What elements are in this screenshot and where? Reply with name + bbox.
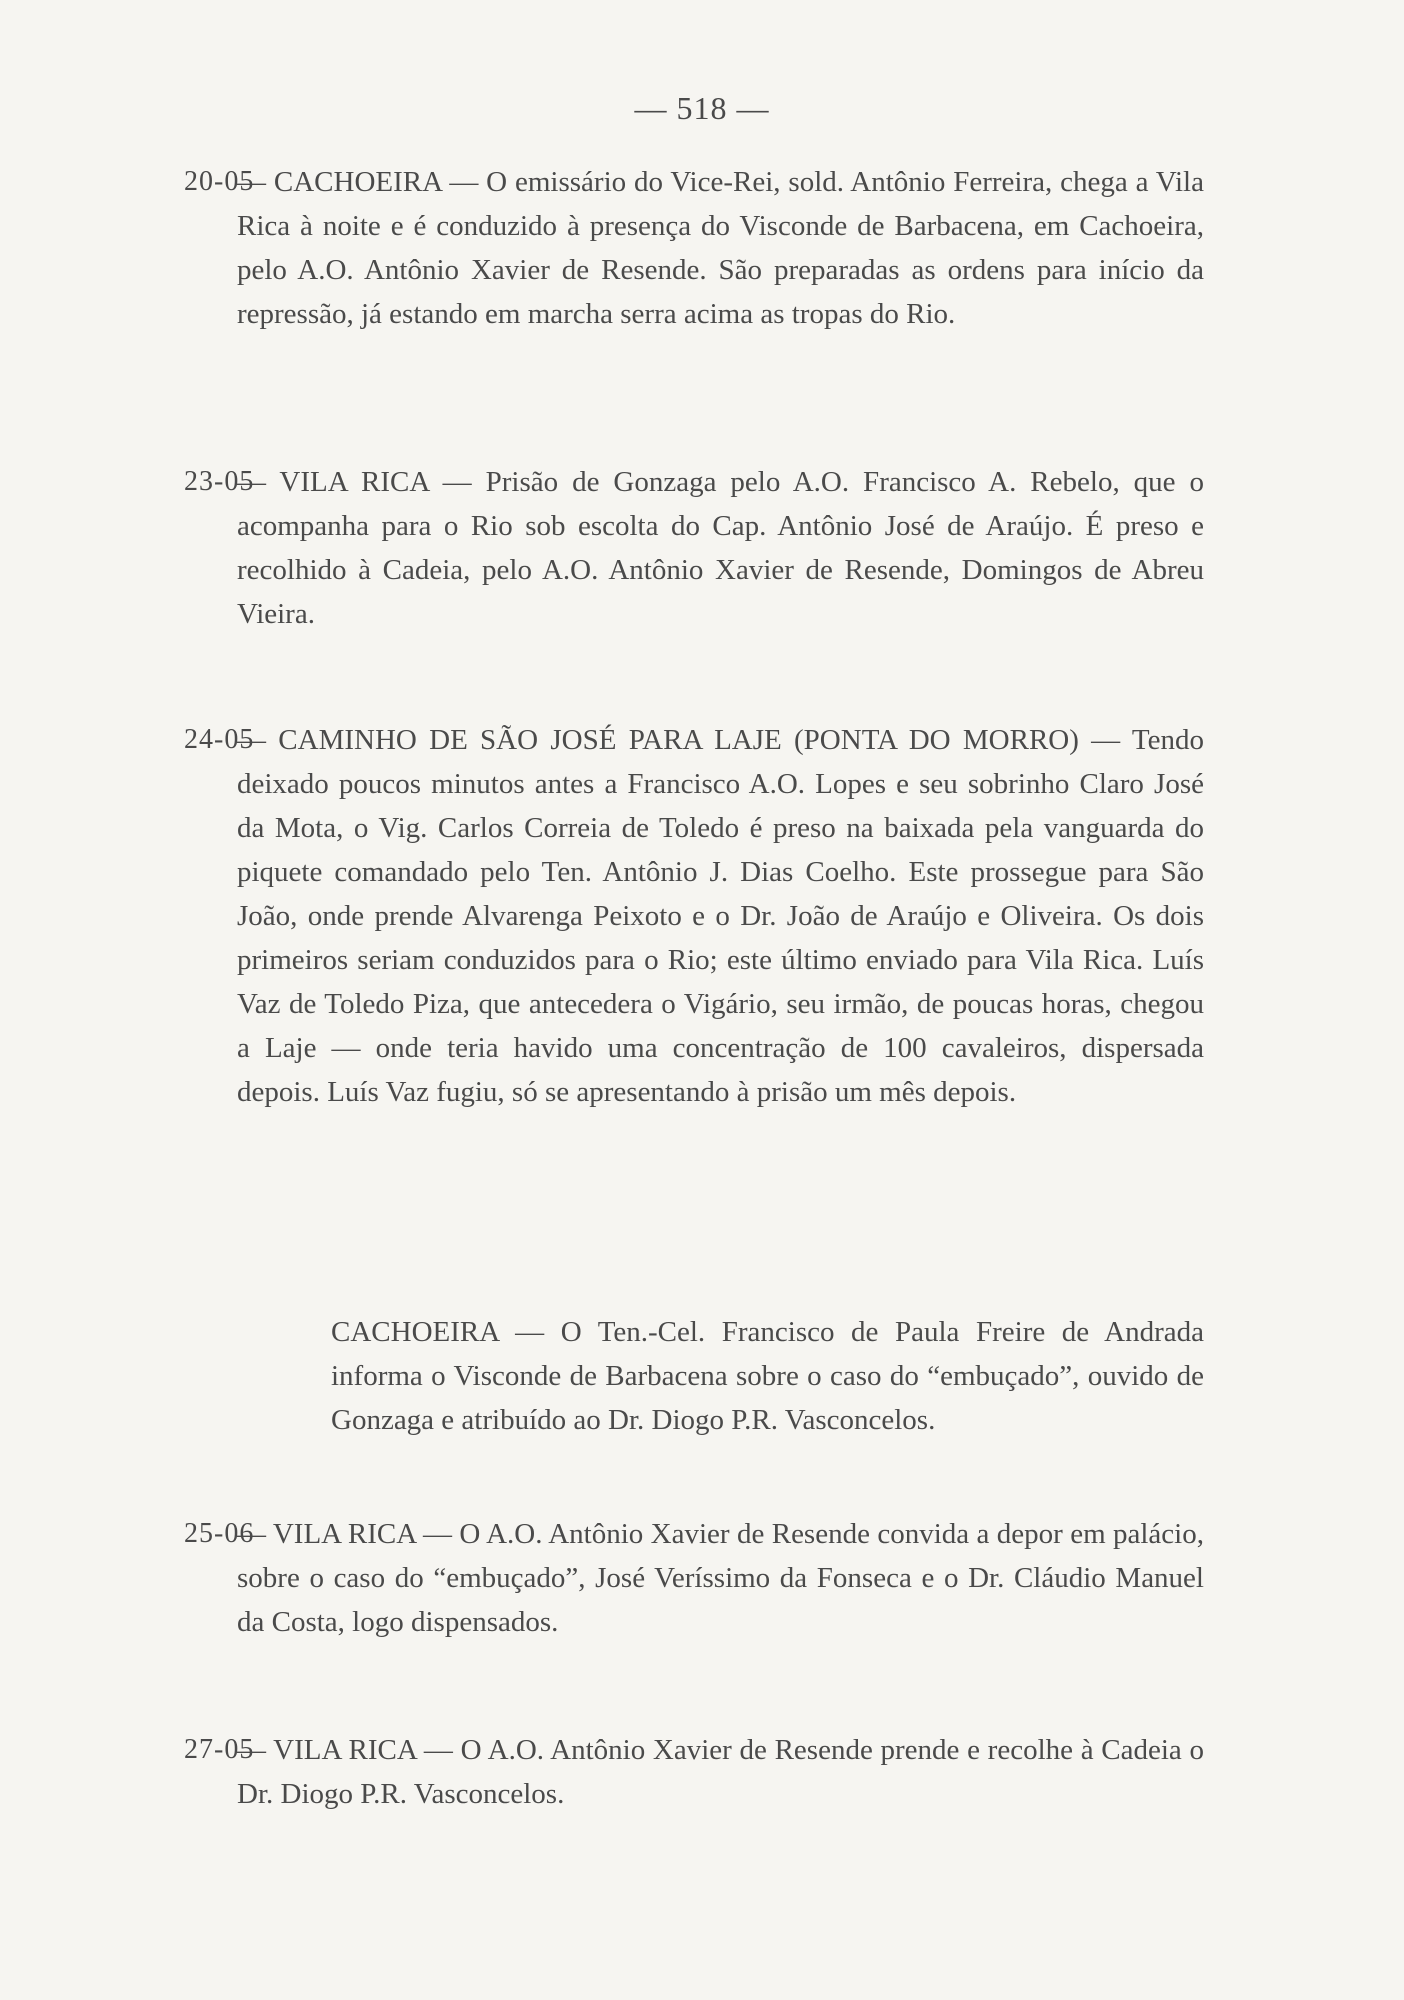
entry-text: — CAMINHO DE SÃO JOSÉ PARA LAJE (PONTA DO MORRO) — Tendo deixado poucos minutos antes a Francisco A.O. Lopes e seu sobrinho Claro José da Mota, o Vig. Carlos Correia de Toledo é preso na baixada pela vanguarda do piquete comandado pelo Ten. Antônio J. Dias Coelho. Este prossegue para São João, onde prende Alvarenga Peixoto e o Dr. João de Araújo e Oliveira. Os dois primeiros seriam conduzidos para o Rio; este último enviado para Vila Rica. Luís Vaz de Toledo Piza, que antecedera o Vigário, seu irmão, de poucas horas, chegou a Laje — onde teria havido uma concentração de 100 cavaleiros, dispersada depois. Luís Vaz fugiu, só se apresentando à prisão um mês depois. [237, 724, 1204, 1108]
entry-date: 25-06 [184, 1518, 255, 1549]
entry-date: 24-05 [184, 724, 255, 755]
entry-text: — VILA RICA — O A.O. Antônio Xavier de Resende prende e recolhe à Cadeia o Dr. Diogo P.R. Vasconcelos. [237, 1734, 1204, 1810]
entry-text: — CACHOEIRA — O emissário do Vice-Rei, sold. Antônio Ferreira, chega a Vila Rica à noite e é conduzido à presença do Visconde de Barbacena, em Cachoeira, pelo A.O. Antônio Xavier de Resende. São preparadas as ordens para início da repressão, já estando em marcha serra acima as tropas do Rio. [237, 166, 1204, 330]
entry-date: 27-05 [184, 1734, 255, 1765]
entry-date: 23-05 [184, 466, 255, 497]
entry-subparagraph: CACHOEIRA — O Ten.-Cel. Francisco de Paula Freire de Andrada informa o Visconde de Barbacena sobre o caso do “embuçado”, ouvido de Gonzaga e atribuído ao Dr. Diogo P.R. Vasconcelos. [331, 1316, 1204, 1436]
page-number: — 518 — [634, 90, 770, 126]
entry-text: — VILA RICA — O A.O. Antônio Xavier de Resende convida a depor em palácio, sobre o caso do “embuçado”, José Veríssimo da Fonseca e o Dr. Cláudio Manuel da Costa, logo dispensados. [237, 1518, 1204, 1638]
entry-text: — VILA RICA — Prisão de Gonzaga pelo A.O. Francisco A. Rebelo, que o acompanha para o Rio sob escolta do Cap. Antônio José de Araújo. É preso e recolhido à Cadeia, pelo A.O. Antônio Xavier de Resende, Domingos de Abreu Vieira. [237, 466, 1204, 630]
entry-date: 20-05 [184, 166, 255, 197]
